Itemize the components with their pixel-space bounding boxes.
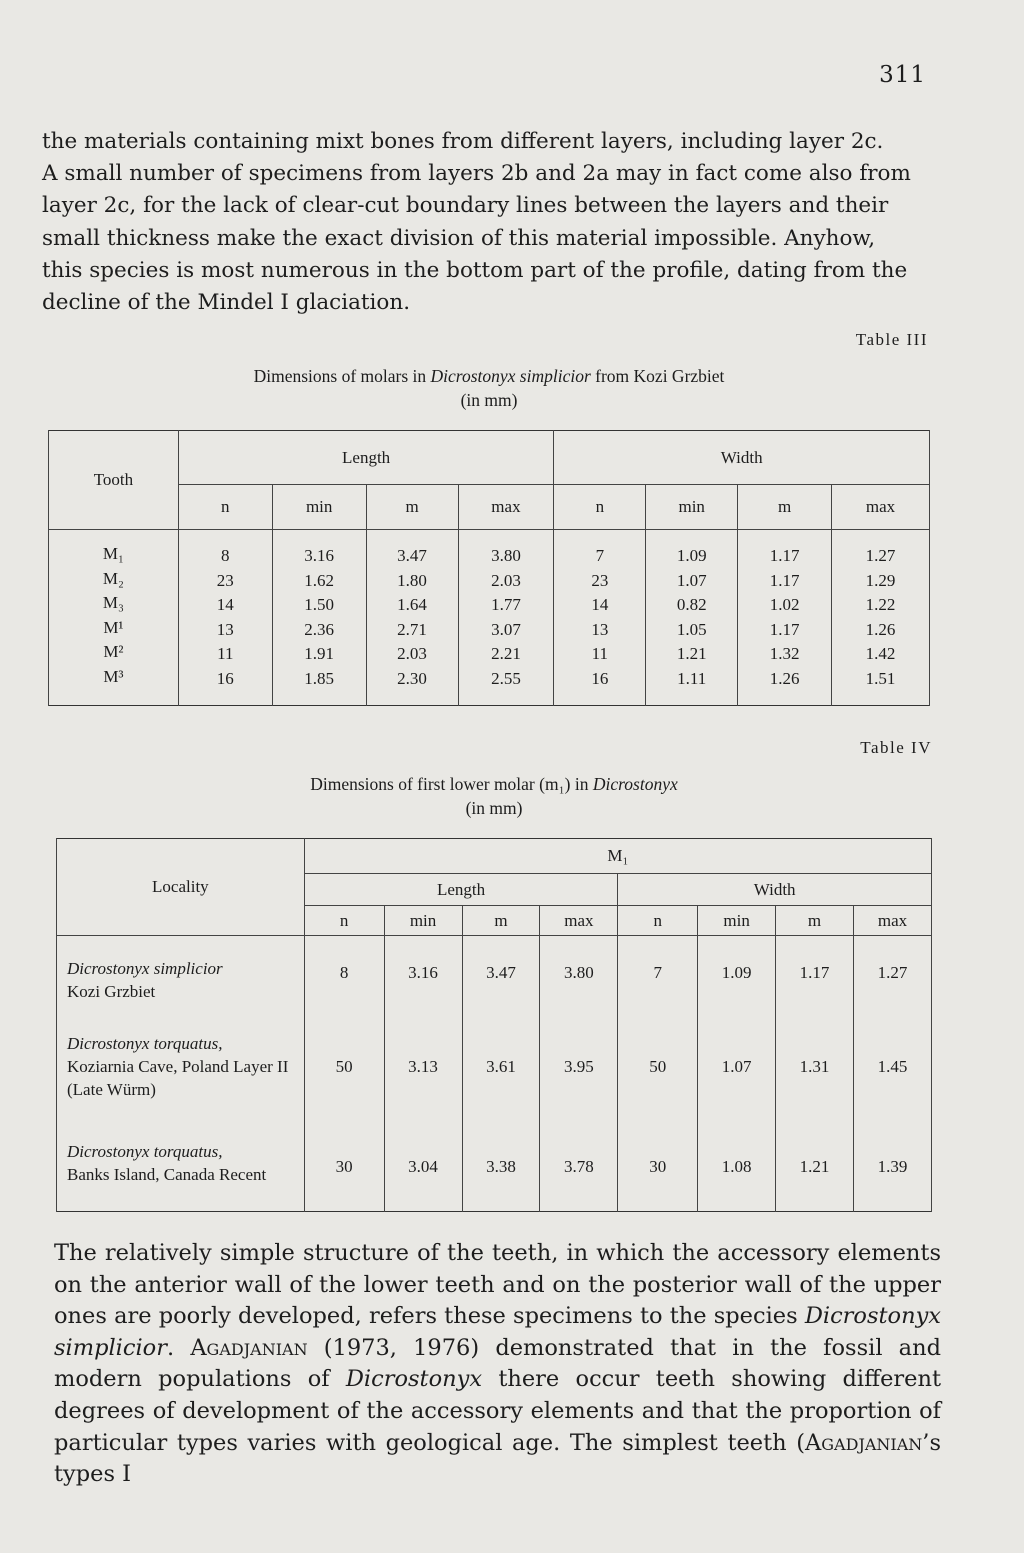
table-first-lower-molar <box>56 838 932 1212</box>
table-label: Table III <box>855 330 928 349</box>
column-tooth <box>49 530 179 706</box>
header-length: Length <box>304 874 618 906</box>
text-line: A small number of specimens from layers 2b and 2a may in fact come also from <box>42 161 911 187</box>
subheader: m <box>776 906 854 936</box>
text-line: small thickness make the exact division of this material impossible. Anyhow, <box>42 225 876 251</box>
table-cell: 1.62 <box>304 570 335 590</box>
page-number: 311 <box>879 62 926 88</box>
table-cell: 1.77 <box>491 595 521 614</box>
subheader: max <box>832 485 930 530</box>
subheader: min <box>272 485 366 530</box>
caption-species: Dicrostonyx simplicior <box>430 366 591 386</box>
subheader: n <box>554 485 646 530</box>
body-text: The relatively simple structure of the teeth, in which the accessory elements on the anterior wall of the lower teeth and on the posterior wall of the upper ones are poorly developed, refers these specimens to the species <box>54 1240 941 1330</box>
table-cell: 1.31 <box>776 1010 854 1124</box>
table-cell: 13 <box>216 619 234 639</box>
table-cell: 2.03 <box>491 570 521 590</box>
column-length-max <box>458 530 554 706</box>
table-cell: 1.85 <box>304 668 335 688</box>
body-text: (1973, 1976) demonstrated that in the fossil and modern populations of <box>54 1334 941 1393</box>
table-cell: 1.21 <box>776 1124 854 1212</box>
table-cell: 16 <box>216 668 234 688</box>
table-cell: 1.29 <box>865 570 896 590</box>
header-locality: Locality <box>57 839 305 936</box>
text-line: the materials containing mixt bones from different layers, including layer 2c. <box>42 129 884 154</box>
table-cell: 1.45 <box>854 1010 932 1124</box>
table-caption <box>48 364 930 412</box>
table-cell: 1.17 <box>776 936 854 1010</box>
column-length-min <box>272 530 366 706</box>
table-cell: M₂ <box>102 568 124 588</box>
table-cell: 1.09 <box>698 936 776 1010</box>
table-cell: 1.32 <box>769 644 800 663</box>
body-text: . <box>166 1334 191 1361</box>
table-cell: 3.47 <box>462 936 540 1010</box>
table-cell: 2.30 <box>397 668 427 688</box>
table-cell: 30 <box>304 1124 384 1212</box>
table-row <box>57 1124 932 1212</box>
table-cell: 2.55 <box>491 668 521 688</box>
table-row <box>57 936 932 1010</box>
table-cell: 1.21 <box>676 644 707 663</box>
caption-text: Dimensions of molars in <box>253 366 427 386</box>
table-cell: 1.91 <box>304 644 335 663</box>
table-caption <box>56 772 932 820</box>
table-cell: 3.16 <box>304 546 335 565</box>
subheader: m <box>738 485 832 530</box>
table-molar-dimensions <box>48 430 930 706</box>
table-cell: 1.17 <box>769 619 800 639</box>
table-cell: 3.80 <box>491 546 521 565</box>
species-name: Dicrostonyx simplicior <box>67 958 223 978</box>
subheader: n <box>178 485 272 530</box>
subheader: max <box>854 906 932 936</box>
table-cell: M₃ <box>102 593 124 612</box>
table-cell: 1.08 <box>698 1124 776 1212</box>
table-cell: 1.17 <box>769 570 800 590</box>
table-cell: 50 <box>618 1010 698 1124</box>
table-cell: 3.80 <box>540 936 618 1010</box>
table-cell: 3.47 <box>397 546 427 565</box>
table-cell: 8 <box>221 546 230 565</box>
table-cell: 2.03 <box>397 644 427 663</box>
place-name: Kozi Grzbiet <box>67 981 156 1001</box>
table-cell: 2.71 <box>397 619 427 639</box>
table-cell: 1.22 <box>865 595 896 614</box>
column-length-m <box>366 530 458 706</box>
table-cell: 3.61 <box>462 1010 540 1124</box>
table-cell: 1.27 <box>865 546 896 565</box>
table-cell: 1.26 <box>769 668 800 688</box>
table-cell: 11 <box>217 644 234 663</box>
table-cell: 1.09 <box>676 546 707 565</box>
table-cell: M³ <box>103 666 124 686</box>
caption-species: Dicrostonyx <box>592 774 678 794</box>
column-width-n <box>554 530 646 706</box>
table-cell: 1.27 <box>854 936 932 1010</box>
subheader: min <box>698 906 776 936</box>
caption-text: Dimensions of first lower molar (m₁) in <box>310 774 589 794</box>
table-cell: 2.21 <box>491 644 521 663</box>
table-cell: 3.04 <box>384 1124 462 1212</box>
species-name: Dicrostonyx torquatus, <box>67 1034 223 1053</box>
text-line: decline of the Mindel I glaciation. <box>42 290 411 316</box>
table-cell: 50 <box>304 1010 384 1124</box>
table-cell: M² <box>103 642 124 661</box>
table-cell: 13 <box>591 619 609 639</box>
table-row <box>57 1010 932 1124</box>
table-cell: 0.82 <box>676 595 707 614</box>
header-width: Width <box>554 431 930 485</box>
table-cell: 16 <box>591 668 609 688</box>
subheader: min <box>384 906 462 936</box>
header-width: Width <box>618 874 932 906</box>
table-cell: M¹ <box>103 617 124 637</box>
column-width-m <box>738 530 832 706</box>
subheader: min <box>646 485 738 530</box>
text-line: layer 2c, for the lack of clear-cut boundary lines between the layers and their <box>42 193 889 219</box>
table-cell: 23 <box>591 570 609 590</box>
author-name: Agadjanian <box>805 1429 923 1456</box>
body-text: there occur teeth showing different degrees of development of the accessory elements and that the proportion of particular types varies with geological age. The simplest teeth ( <box>54 1366 942 1456</box>
subheader: max <box>540 906 618 936</box>
table-cell: 11 <box>591 644 609 663</box>
place-name: Koziarnia Cave, Poland Layer II (Late Würm) <box>67 1057 289 1099</box>
locality-cell <box>57 936 305 1010</box>
species-name: Dicrostonyx torquatus, <box>67 1142 223 1162</box>
table-cell: 1.05 <box>676 619 707 639</box>
subheader: n <box>304 906 384 936</box>
subheader: m <box>462 906 540 936</box>
body-text: ’s types I <box>54 1429 941 1488</box>
table-cell: 1.64 <box>397 595 427 614</box>
table-cell: 8 <box>304 936 384 1010</box>
table-cell: 14 <box>591 595 609 614</box>
table-cell: 3.13 <box>384 1010 462 1124</box>
column-width-min <box>646 530 738 706</box>
text-line: this species is most numerous in the bottom part of the profile, dating from the <box>42 257 908 283</box>
table-cell: 1.42 <box>865 644 896 663</box>
table-cell: 1.07 <box>698 1010 776 1124</box>
paragraph-top <box>42 126 927 319</box>
subheader: max <box>458 485 554 530</box>
table-cell: 7 <box>618 936 698 1010</box>
table-cell: 3.07 <box>491 619 521 639</box>
table-cell: 1.51 <box>865 668 896 688</box>
subheader: n <box>618 906 698 936</box>
locality-cell <box>57 1124 305 1212</box>
table-cell: 3.16 <box>384 936 462 1010</box>
table-cell: 1.07 <box>676 570 707 590</box>
table-cell: 1.17 <box>769 546 800 565</box>
column-width-max <box>832 530 930 706</box>
table-cell: 1.11 <box>677 668 707 688</box>
paragraph-bottom <box>54 1238 941 1491</box>
subheader: m <box>366 485 458 530</box>
table-cell: 3.95 <box>540 1010 618 1124</box>
table-cell: M₁ <box>102 544 124 563</box>
table-cell: 14 <box>216 595 234 614</box>
caption-unit: (in mm) <box>465 798 523 818</box>
table-cell: 1.50 <box>304 595 335 614</box>
caption-text: from Kozi Grzbiet <box>595 366 725 386</box>
place-name: Banks Island, Canada Recent <box>67 1165 267 1185</box>
table-label: Table IV <box>860 738 932 757</box>
table-cell: 1.80 <box>397 570 427 590</box>
header-tooth: Tooth <box>49 431 179 530</box>
table-cell: 3.38 <box>462 1124 540 1212</box>
table-cell: 30 <box>618 1124 698 1212</box>
table-cell: 3.78 <box>540 1124 618 1212</box>
author-name: Agadjanian <box>190 1334 308 1361</box>
caption-unit: (in mm) <box>460 390 518 410</box>
header-length: Length <box>178 431 554 485</box>
table-cell: 2.36 <box>304 619 335 639</box>
column-length-n <box>178 530 272 706</box>
table-cell: 1.39 <box>854 1124 932 1212</box>
species-name: Dicrostonyx <box>345 1366 483 1393</box>
locality-cell <box>57 1010 305 1124</box>
header-m1: M₁ <box>304 839 931 874</box>
table-cell: 23 <box>216 570 234 590</box>
table-cell: 1.02 <box>769 595 800 614</box>
species-name: Dicrostonyx simplicior <box>54 1303 941 1361</box>
table-cell: 1.26 <box>865 619 896 639</box>
table-cell: 7 <box>595 546 605 565</box>
